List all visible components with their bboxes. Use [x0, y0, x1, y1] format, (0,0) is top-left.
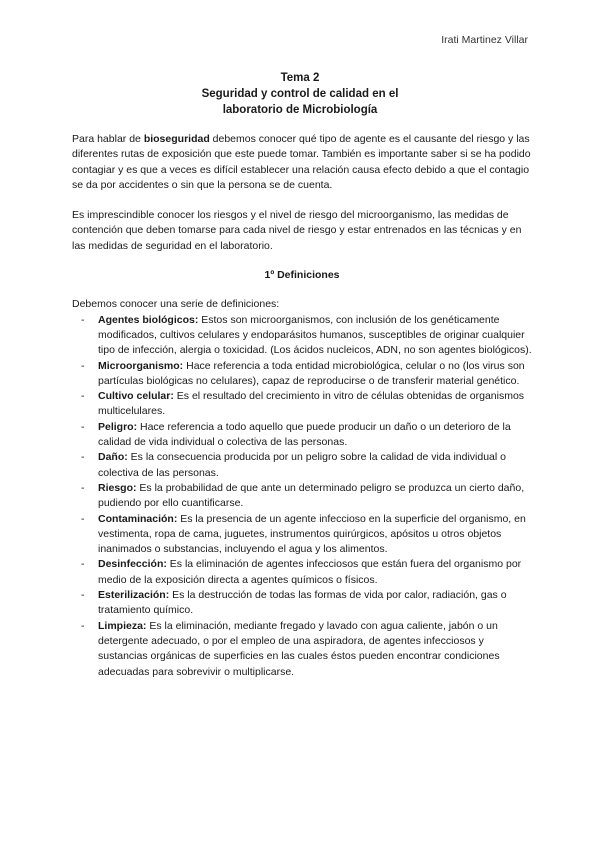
list-item [72, 389, 532, 420]
definition-term: Daño: [98, 451, 128, 464]
definition-text: Es la eliminación, mediante fregado y lavado con agua caliente, jabón o un detergente adecuado, o por el empleo de una aspiradora, de agentes infecciosos y sustancias orgánicas de superficies en las cuales éstos pueden encontrar condiciones adecuadas para sobrevivir o multiplicarse. [98, 619, 500, 678]
list-item [72, 588, 532, 619]
list-item [72, 313, 532, 359]
definition-text: Es la consecuencia producida por un peligro sobre la calidad de vida individual o colectiva de las personas. [98, 451, 506, 479]
definition-text: Es el resultado del crecimiento in vitro de células obtenidas de organismos multicelulares. [98, 390, 525, 418]
definitions-list [72, 313, 532, 680]
intro-text-post: debemos conocer qué tipo de agente es el causante del riesgo y las diferentes rutas de exposición que este puede tomar. También es importante saber si se ha podido contagiar y es que a veces es difícil establecer una relación causa efecto debido a que el contagio se da por accidentes o sin que la persona se de cuenta. [72, 133, 531, 191]
bullet-dash: - [81, 313, 85, 326]
bullet-dash: - [81, 451, 85, 464]
bioseguridad-term: bioseguridad [143, 133, 210, 145]
definition-term: Limpieza: [98, 619, 147, 632]
intro-paragraph-2: Es imprescindible conocer los riesgos y el nivel de riesgo del microorganismo, las medidas de contención que deben tomarse para cada nivel de riesgo y estar entrenados en las técnicas y en las medidas de seguridad en el laboratorio. [72, 209, 522, 252]
definition-term: Microorganismo: [98, 359, 184, 372]
definition-term: Agentes biológicos: [98, 313, 199, 326]
definition-term: Peligro: [98, 420, 138, 433]
intro-paragraph-1 [72, 132, 532, 193]
document-title [0, 70, 600, 118]
bullet-dash: - [81, 481, 85, 494]
definition-text: Es la presencia de un agente infeccioso en la superficie del organismo, en vestimenta, ropa de cama, juguetes, instrumentos quirúrgicos, apósitos u otros objetos inanimados o substancias, incluyendo el agua y los alimentos. [98, 512, 526, 556]
definition-term: Riesgo: [98, 481, 137, 494]
definition-text: Es la destrucción de todas las formas de vida por calor, radiación, gas o tratamiento químico. [98, 589, 507, 617]
definition-text: Hace referencia a toda entidad microbiológica, celular o no (los virus son partículas biológicas no celulares), capaz de reproducirse o de transferir material genético. [98, 359, 525, 387]
bullet-dash: - [81, 589, 85, 602]
section-heading: 1º Definiciones [264, 269, 340, 282]
bullet-dash: - [81, 359, 85, 372]
bullet-dash: - [81, 558, 85, 571]
definition-text: Estos son microorganismos, con inclusión de los genéticamente modificados, cultivos celulares y endoparásitos humanos, susceptibles de originar cualquier tipo de infección, alergia o toxicidad. (Los ácidos nucleicos, ADN, no son agentes biológicos). [98, 313, 532, 357]
title-line-1: Tema 2 [280, 72, 320, 84]
list-item [72, 450, 532, 481]
bullet-dash: - [81, 512, 85, 525]
definition-term: Esterilización: [98, 589, 170, 602]
list-item [72, 481, 532, 512]
intro-text-pre: Para hablar de [72, 133, 144, 145]
bullet-dash: - [81, 619, 85, 632]
title-line-2: Seguridad y control de calidad en el [201, 88, 399, 100]
section-lead: Debemos conocer una serie de definiciones: [72, 298, 280, 311]
definition-text: Es la probabilidad de que ante un determinado peligro se produzca un cierto daño, pudiendo por ello cuantificarse. [98, 481, 525, 510]
title-line-3: laboratorio de Microbiología [222, 104, 378, 116]
definition-term: Cultivo celular: [98, 390, 174, 403]
author-name: Irati Martinez Villar [441, 34, 528, 46]
document-body [72, 132, 532, 680]
definition-term: Desinfección: [98, 558, 167, 571]
definition-text: Hace referencia a todo aquello que puede producir un daño o un deterioro de la calidad de vida individual o colectiva de las personas. [98, 420, 511, 449]
list-item [72, 420, 532, 451]
bullet-dash: - [81, 390, 85, 403]
list-item [72, 557, 532, 588]
definition-text: Es la eliminación de agentes infecciosos que están fuera del organismo por medio de la exposición directa a agentes químicos o físicos. [98, 558, 522, 586]
list-item [72, 359, 532, 390]
definition-term: Contaminación: [98, 512, 178, 525]
list-item [72, 619, 532, 680]
bullet-dash: - [81, 420, 85, 433]
list-item [72, 512, 532, 558]
